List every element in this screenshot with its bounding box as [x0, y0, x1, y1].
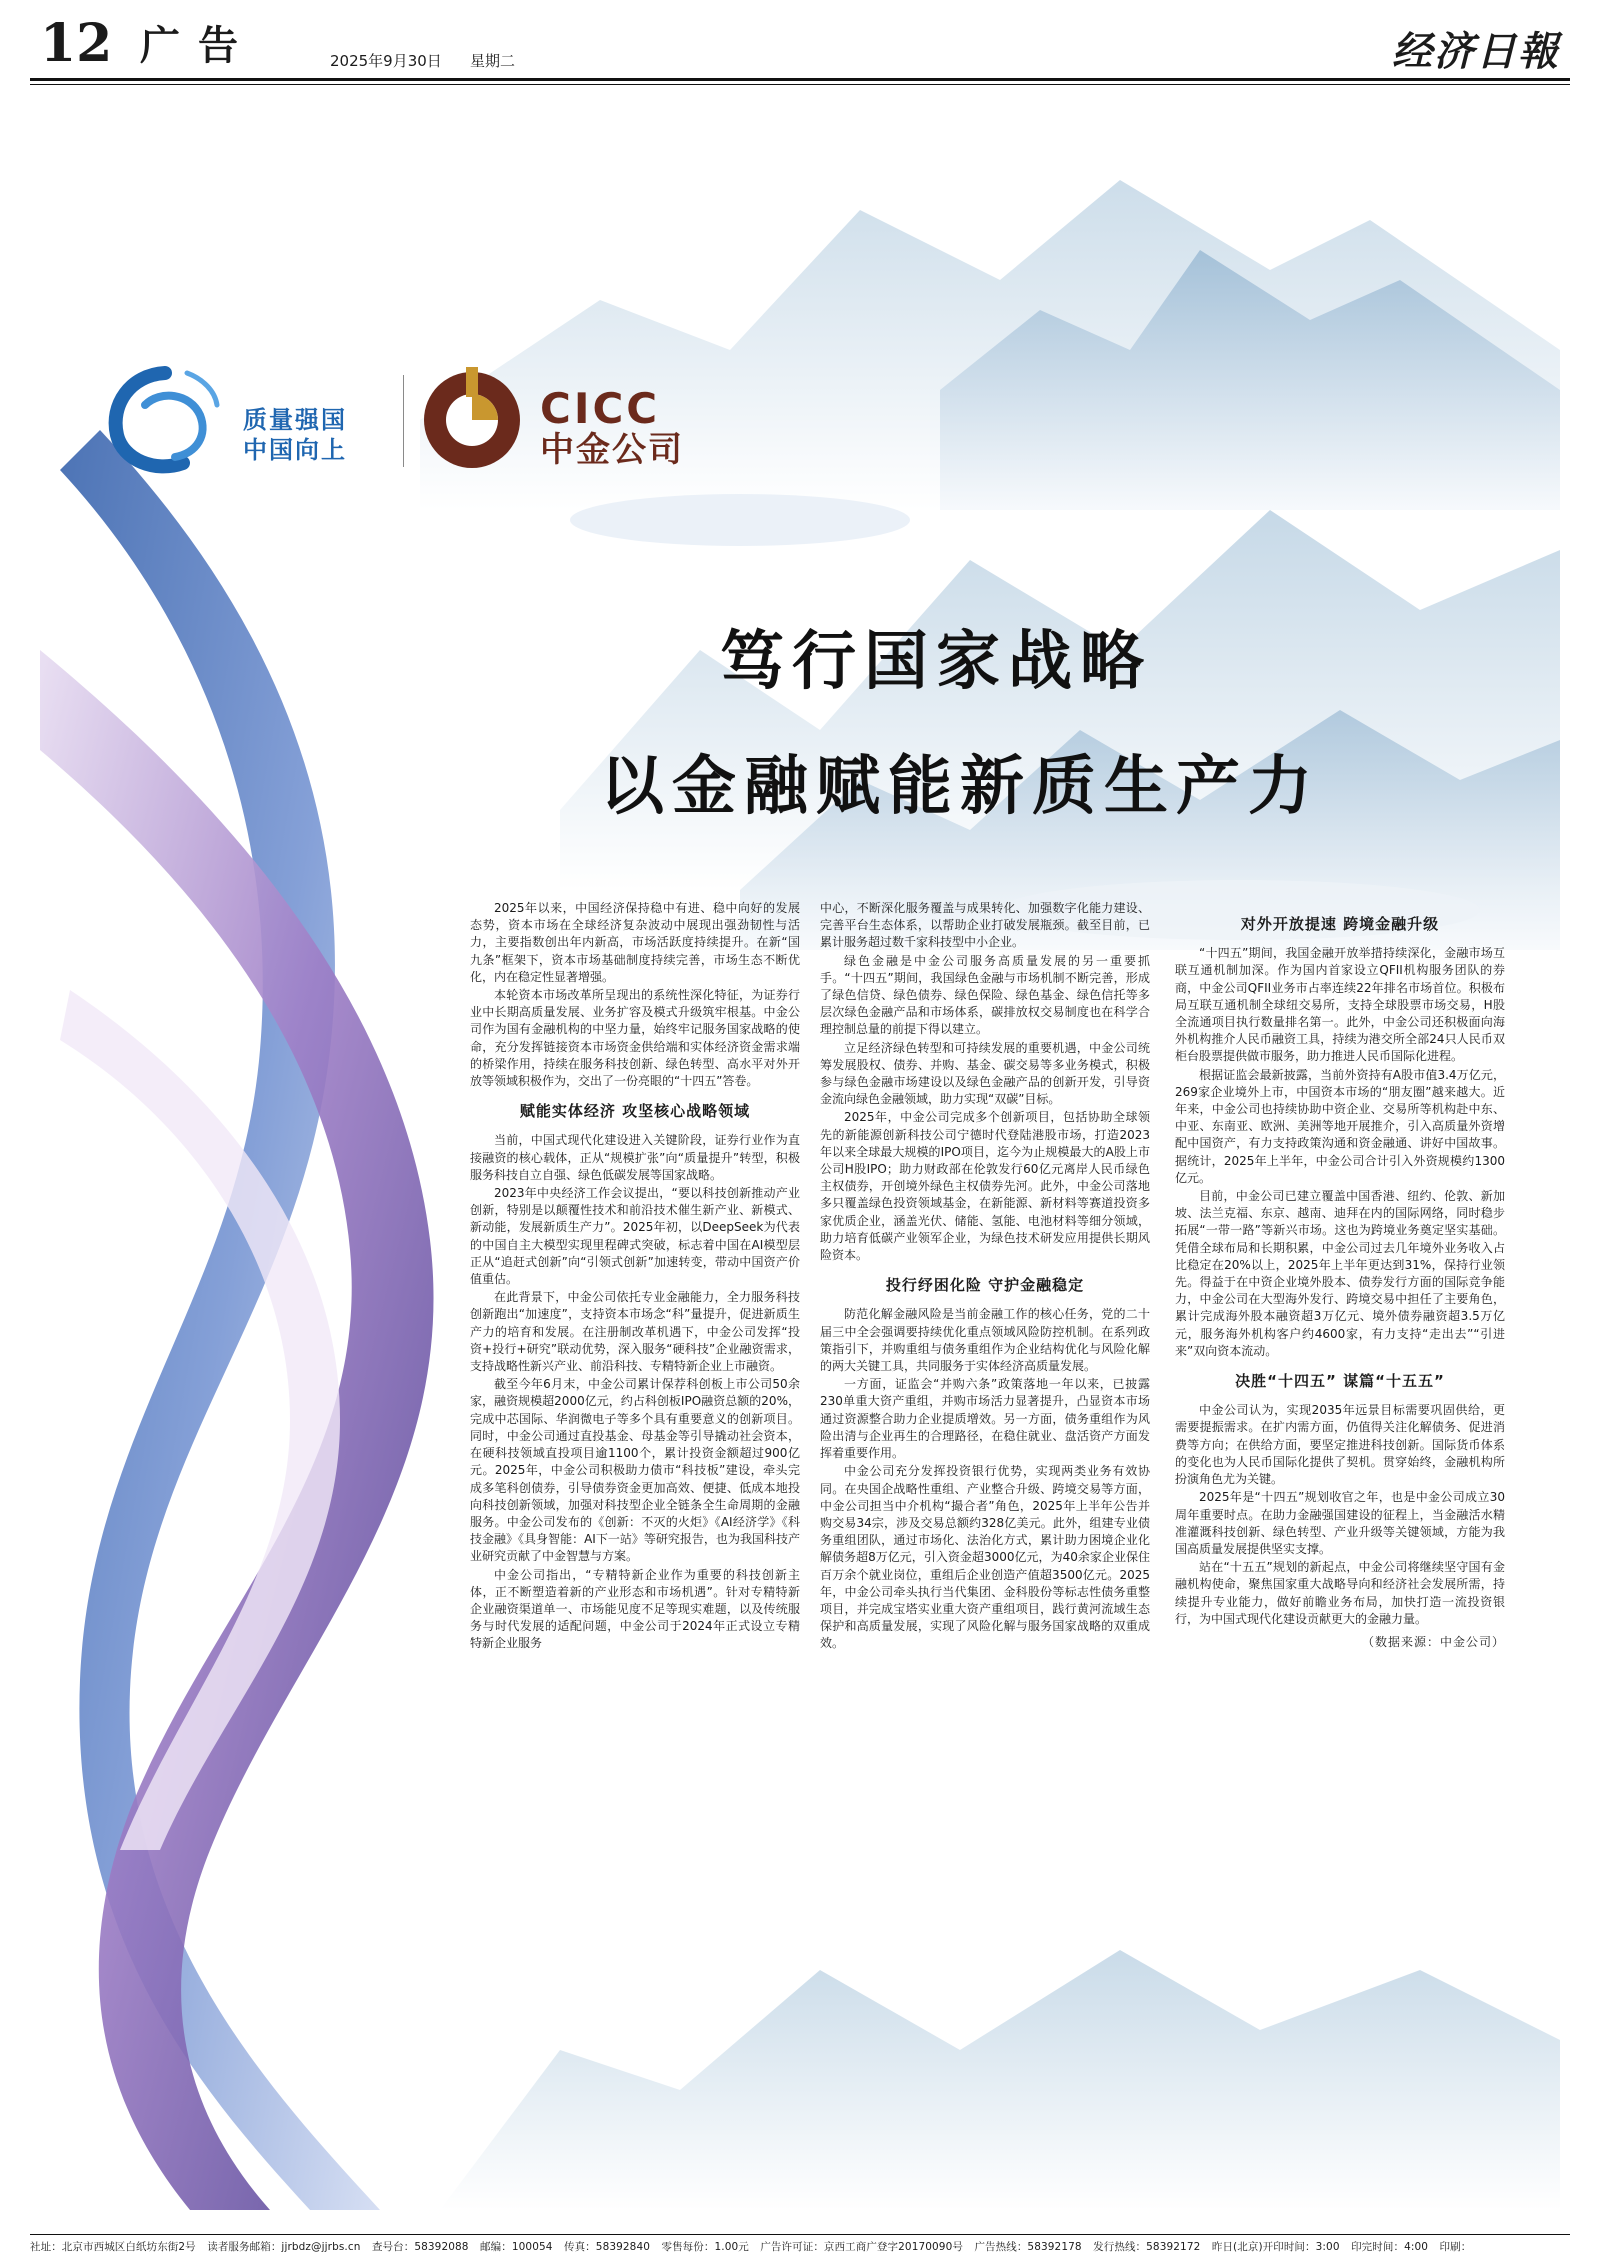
footer-postcode: 邮编：100054 — [480, 2241, 553, 2253]
header-rule-thin — [30, 84, 1570, 85]
footer-press-time: 昨日(北京)开印时间：3:00 — [1211, 2241, 1340, 2253]
footer-rule — [30, 2234, 1570, 2235]
section-heading: 赋能实体经济 攻坚核心战略领域 — [519, 1102, 751, 1121]
footer-switchboard: 查号台：58392088 — [371, 2241, 469, 2253]
article-paragraph: 目前，中金公司已建立覆盖中国香港、纽约、伦敦、新加坡、法兰克福、东京、越南、迪拜在内的国际网络，同时稳步拓展“一带一路”等新兴市场。这也为跨境业务奠定坚实基础。凭借全球布局和长期积累，中金公司过去几年境外业务收入占比稳定在20%以上，2025年上半年更达到31%，保持行业领先。得益于在中资企业境外股本、债券发行方面的国际竞争能力，中金公司在大型海外发行、跨境交易中担任了主要角色，累计完成海外股本融资超3万亿元、境外债券融资超3.5万亿元，服务海外机构客户约4600家，有力支持“走出去”“引进来”双向资本流动。 — [1175, 1189, 1505, 1358]
article-paragraph: 中金公司认为，实现2035年远景目标需要巩固供给，更需要提振需求。在扩内需方面，仍值得关注化解债务、促进消费等方向；在供给方面，要坚定推进科技创新。国际货币体系的变化也为人民币国际化提供了契机。贯穿始终，金融机构所扮演角色尤为关键。 — [1175, 1403, 1505, 1487]
article-paragraph: 本轮资本市场改革所呈现出的系统性深化特征，为证券行业中长期高质量发展、业务扩容及模式升级筑牢根基。中金公司作为国有金融机构的中坚力量，始终牢记服务国家战略的使命，充分发挥链接资本市场资金供给端和实体经济资金需求端的桥梁作用，持续在服务科技创新、绿色转型、高水平对外开放等领域积极作为，交出了一份亮眼的“十四五”答卷。 — [470, 988, 800, 1089]
section-heading: 决胜“十四五” 谋篇“十五五” — [1235, 1372, 1445, 1391]
article-paragraph: 中金公司充分发挥投资银行优势，实现两类业务有效协同。在央国企战略性重组、产业整合升级、跨境交易等方面，中金公司担当中介机构“撮合者”角色，2025年上半年公告并购交易34宗，涉及交易总额约328亿美元。此外，组建专业债务重组团队，通过市场化、法治化方式，累计助力困境企业化解债务超8万亿元，引入资金超3000亿元，为40余家企业保住百万余个就业岗位，重组后企业创造产值超3500亿元。2025年，中金公司牵头执行当代集团、金科股份等标志性债务重整项目，并完成宝塔实业重大资产重组项目，践行黄河流域生态保护和高质量发展，实现了风险化解与服务国家战略的双重成效。 — [820, 1464, 1150, 1651]
footer-press-end: 印完时间：4:00 — [1351, 2241, 1429, 2253]
article-paragraph: 2025年是“十四五”规划收官之年，也是中金公司成立30周年重要时点。在助力金融强国建设的征程上，当金融活水精准灌溉科技创新、绿色转型、产业升级等关键领域，方能为我国高质量发展提供坚实支撑。 — [1175, 1490, 1505, 1556]
page-number: 12 — [40, 13, 113, 74]
article-paragraph: 在此背景下，中金公司依托专业金融能力，全力服务科技创新跑出“加速度”，支持资本市场念“科”量提升，促进新质生产力的培育和发展。在注册制改革机遇下，中金公司发挥“投资+投行+研究”联动优势，深入服务“硬科技”企业融资需求，支持战略性新兴产业、前沿科技、专精特新企业上市融资。 — [470, 1290, 800, 1374]
article-paragraph: 根据证监会最新披露，当前外资持有A股市值3.4万亿元，269家企业境外上市，中国资本市场的“朋友圈”越来越大。近年来，中金公司也持续协助中资企业、交易所等机构赴中东、中亚、东南亚、欧洲、美洲等地开展推介，引入高质量外资增配中国资产，有力支持政策沟通和资金融通、讲好中国故事。据统计，2025年上半年，中金公司合计引入外资规模约1300亿元。 — [1175, 1067, 1505, 1185]
footer-price: 零售每份：1.00元 — [661, 2241, 749, 2253]
article-paragraph: 2023年中央经济工作会议提出，“要以科技创新推动产业创新，特别是以颠覆性技术和前沿技术催生新产业、新模式、新动能，发展新质生产力”。2025年初，以DeepSeek为代表的中国自主大模型实现里程碑式突破，标志着中国在AI模型层正从“追赶式创新”向“引领式创新”加速转变，带动中国资产价值重估。 — [470, 1186, 800, 1287]
page-header — [30, 14, 1570, 74]
headline-line-2: 以金融赋能新质生产力 — [600, 750, 1320, 824]
article-paragraph: 防范化解金融风险是当前金融工作的核心任务，党的二十届三中全会强调要持续优化重点领域风险防控机制。在系列政策指引下，并购重组与债务重组作为企业结构优化与风险化解的两大关键工具，共同服务于实体经济高质量发展。 — [820, 1307, 1150, 1374]
article-paragraph: 2025年，中金公司完成多个创新项目，包括协助全球领先的新能源创新科技公司宁德时代登陆港股市场，打造2023年以来全球最大规模的IPO项目，迄今为止规模最大的A股上市公司H股IPO；助力财政部在伦敦发行60亿元离岸人民币绿色主权债券，开创境外绿色主权债券先河。此外，中金公司落地多只覆盖绿色投资领域基金，在新能源、新材料等赛道投资多家优质企业，涵盖光伏、储能、氢能、电池材料等细分领域，助力培育低碳产业领军企业，为绿色技术研发应用提供长期风险资本。 — [820, 1110, 1150, 1263]
footer-ad-hotline: 广告热线：58392178 — [974, 2241, 1082, 2253]
article-paragraph: 中金公司指出，“专精特新企业作为重要的科技创新主体，正不断塑造着新的产业形态和市场机遇”。针对专精特新企业融资渠道单一、市场能见度不足等现实难题，以及传统服务与时代发展的适配问题，中金公司于2024年正式设立专精特新企业服务 — [470, 1567, 800, 1651]
article-column-3 — [1175, 900, 1505, 1651]
footer-address: 社址：北京市西城区白纸坊东街2号 — [30, 2241, 196, 2253]
slogan-line-1: 质量强国 — [243, 406, 347, 434]
footer-distribution-hotline: 发行热线：58392172 — [1093, 2241, 1201, 2253]
issue-weekday: 星期二 — [470, 52, 516, 70]
article-paragraph: 一方面，证监会“并购六条”政策落地一年以来，已披露230单重大资产重组，并购市场活力显著提升，凸显资本市场通过资源整合助力企业提质增效。另一方面，债务重组作为风险出清与企业再生的合理路径，在稳住就业、盘活资产方面发挥着重要作用。 — [820, 1377, 1150, 1461]
footer-ad-license: 广告许可证：京西工商广登字20170090号 — [760, 2241, 963, 2253]
article-paragraph: 截至今年6月末，中金公司累计保荐科创板上市公司50余家，融资规模超2000亿元，约占科创板IPO融资总额的20%，完成中芯国际、华润微电子等多个具有重要意义的创新项目。同时，中金公司通过直投基金、母基金等引导撬动社会资本，在硬科技领域直投项目逾1100个，累计投资金额超过900亿元。2025年，中金公司积极助力债市“科技板”建设，牵头完成多笔科创债券，引导债券资金更加高效、便捷、低成本地投向科技创新领域，加强对科技型企业全链条全生命周期的金融服务。中金公司发布的《创新：不灭的火炬》《AI经济学》《科技金融》《具身智能：AI下一站》等研究报告，也为我国科技产业研究贡献了中金智慧与方案。 — [470, 1377, 800, 1564]
logo-block — [105, 365, 755, 475]
cicc-chinese-name: 中金公司 — [540, 430, 684, 470]
data-source-note: （数据来源：中金公司） — [1361, 1634, 1505, 1649]
slogan-line-2: 中国向上 — [243, 436, 347, 464]
footer-fax: 传真：58392840 — [563, 2241, 651, 2253]
section-label: 广告 — [140, 22, 256, 69]
quality-power-logo-icon — [105, 365, 225, 475]
article-paragraph: “十四五”期间，我国金融开放举措持续深化，金融市场互联互通机制加深。作为国内首家设立QFII机构服务团队的券商，中金公司QFII业务市占率连续22年排名市场首位。积极布局互联互通机制全球纽交易所，支持全球股票市场交易，H股全流通项目执行数量排名第一。此外，中金公司还积极面向海外机构推介人民币融资工具，持续为港交所全部24只人民币双柜台股票提供做市服务，助力推进人民币国际化进程。 — [1175, 946, 1505, 1064]
section-heading: 投行纾困化险 守护金融稳定 — [885, 1276, 1085, 1295]
section-heading: 对外开放提速 跨境金融升级 — [1240, 915, 1440, 933]
cloud-shape — [570, 494, 910, 546]
newspaper-masthead: 经济日報 — [1392, 28, 1560, 75]
issue-date: 2025年9月30日 — [330, 52, 442, 70]
slogan-text — [243, 405, 347, 465]
page-footer — [30, 2239, 1570, 2254]
article-paragraph: 中心，不断深化服务覆盖与成果转化、加强数字化能力建设、完善平台生态体系，以帮助企业打破发展瓶颈。截至目前，已累计服务超过数千家科技型中小企业。 — [820, 901, 1150, 950]
header-rule — [30, 78, 1570, 81]
footer-reader-service: 读者服务邮箱：jjrbdz@jjrbs.cn — [207, 2241, 361, 2253]
article-paragraph: 当前，中国式现代化建设进入关键阶段，证券行业作为直接融资的核心载体，正从“规模扩张”向“质量提升”转型，积极服务科技自立自强、绿色低碳发展等国家战略。 — [470, 1133, 800, 1182]
article-paragraph: 立足经济绿色转型和可持续发展的重要机遇，中金公司统筹发展股权、债券、并购、基金、碳交易等多业务模式，积极参与绿色金融市场建设以及绿色金融产品的创新开发，引导资金流向绿色金融领域，助力实现“双碳”目标。 — [820, 1040, 1150, 1107]
cicc-logo-icon — [417, 365, 527, 475]
article-paragraph: 2025年以来，中国经济保持稳中有进、稳中向好的发展态势，资本市场在全球经济复杂波动中展现出强劲韧性与活力，主要指数创出年内新高，市场活跃度持续提升。在新“国九条”框架下，资本市场基础制度持续完善，市场生态不断优化，内在稳定性显著增强。 — [470, 901, 800, 984]
purple-ribbon-shape — [40, 650, 434, 2210]
headline-line-1: 笃行国家战略 — [720, 625, 1152, 699]
article-column-2 — [820, 900, 1150, 1654]
article-column-1 — [470, 900, 800, 1654]
mountain-shape — [440, 1950, 1560, 2210]
footer-printing: 印刷： — [1439, 2241, 1472, 2253]
logo-divider — [403, 375, 404, 467]
article-paragraph: 站在“十五五”规划的新起点，中金公司将继续坚守国有金融机构使命，聚焦国家重大战略导向和经济社会发展所需，持续提升专业能力，做好前瞻业务布局，加快打造一流投资银行，为中国式现代化建设贡献更大的金融力量。 — [1175, 1560, 1505, 1626]
article-paragraph: 绿色金融是中金公司服务高质量发展的另一重要抓手。“十四五”期间，我国绿色金融与市场机制不断完善，形成了绿色信贷、绿色债券、绿色保险、绿色基金、绿色信托等多层次绿色金融产品和市场体系，碳排放权交易制度也在科学合理控制总量的前提下得以建立。 — [820, 953, 1150, 1037]
cicc-english-name: CICC — [540, 384, 661, 433]
